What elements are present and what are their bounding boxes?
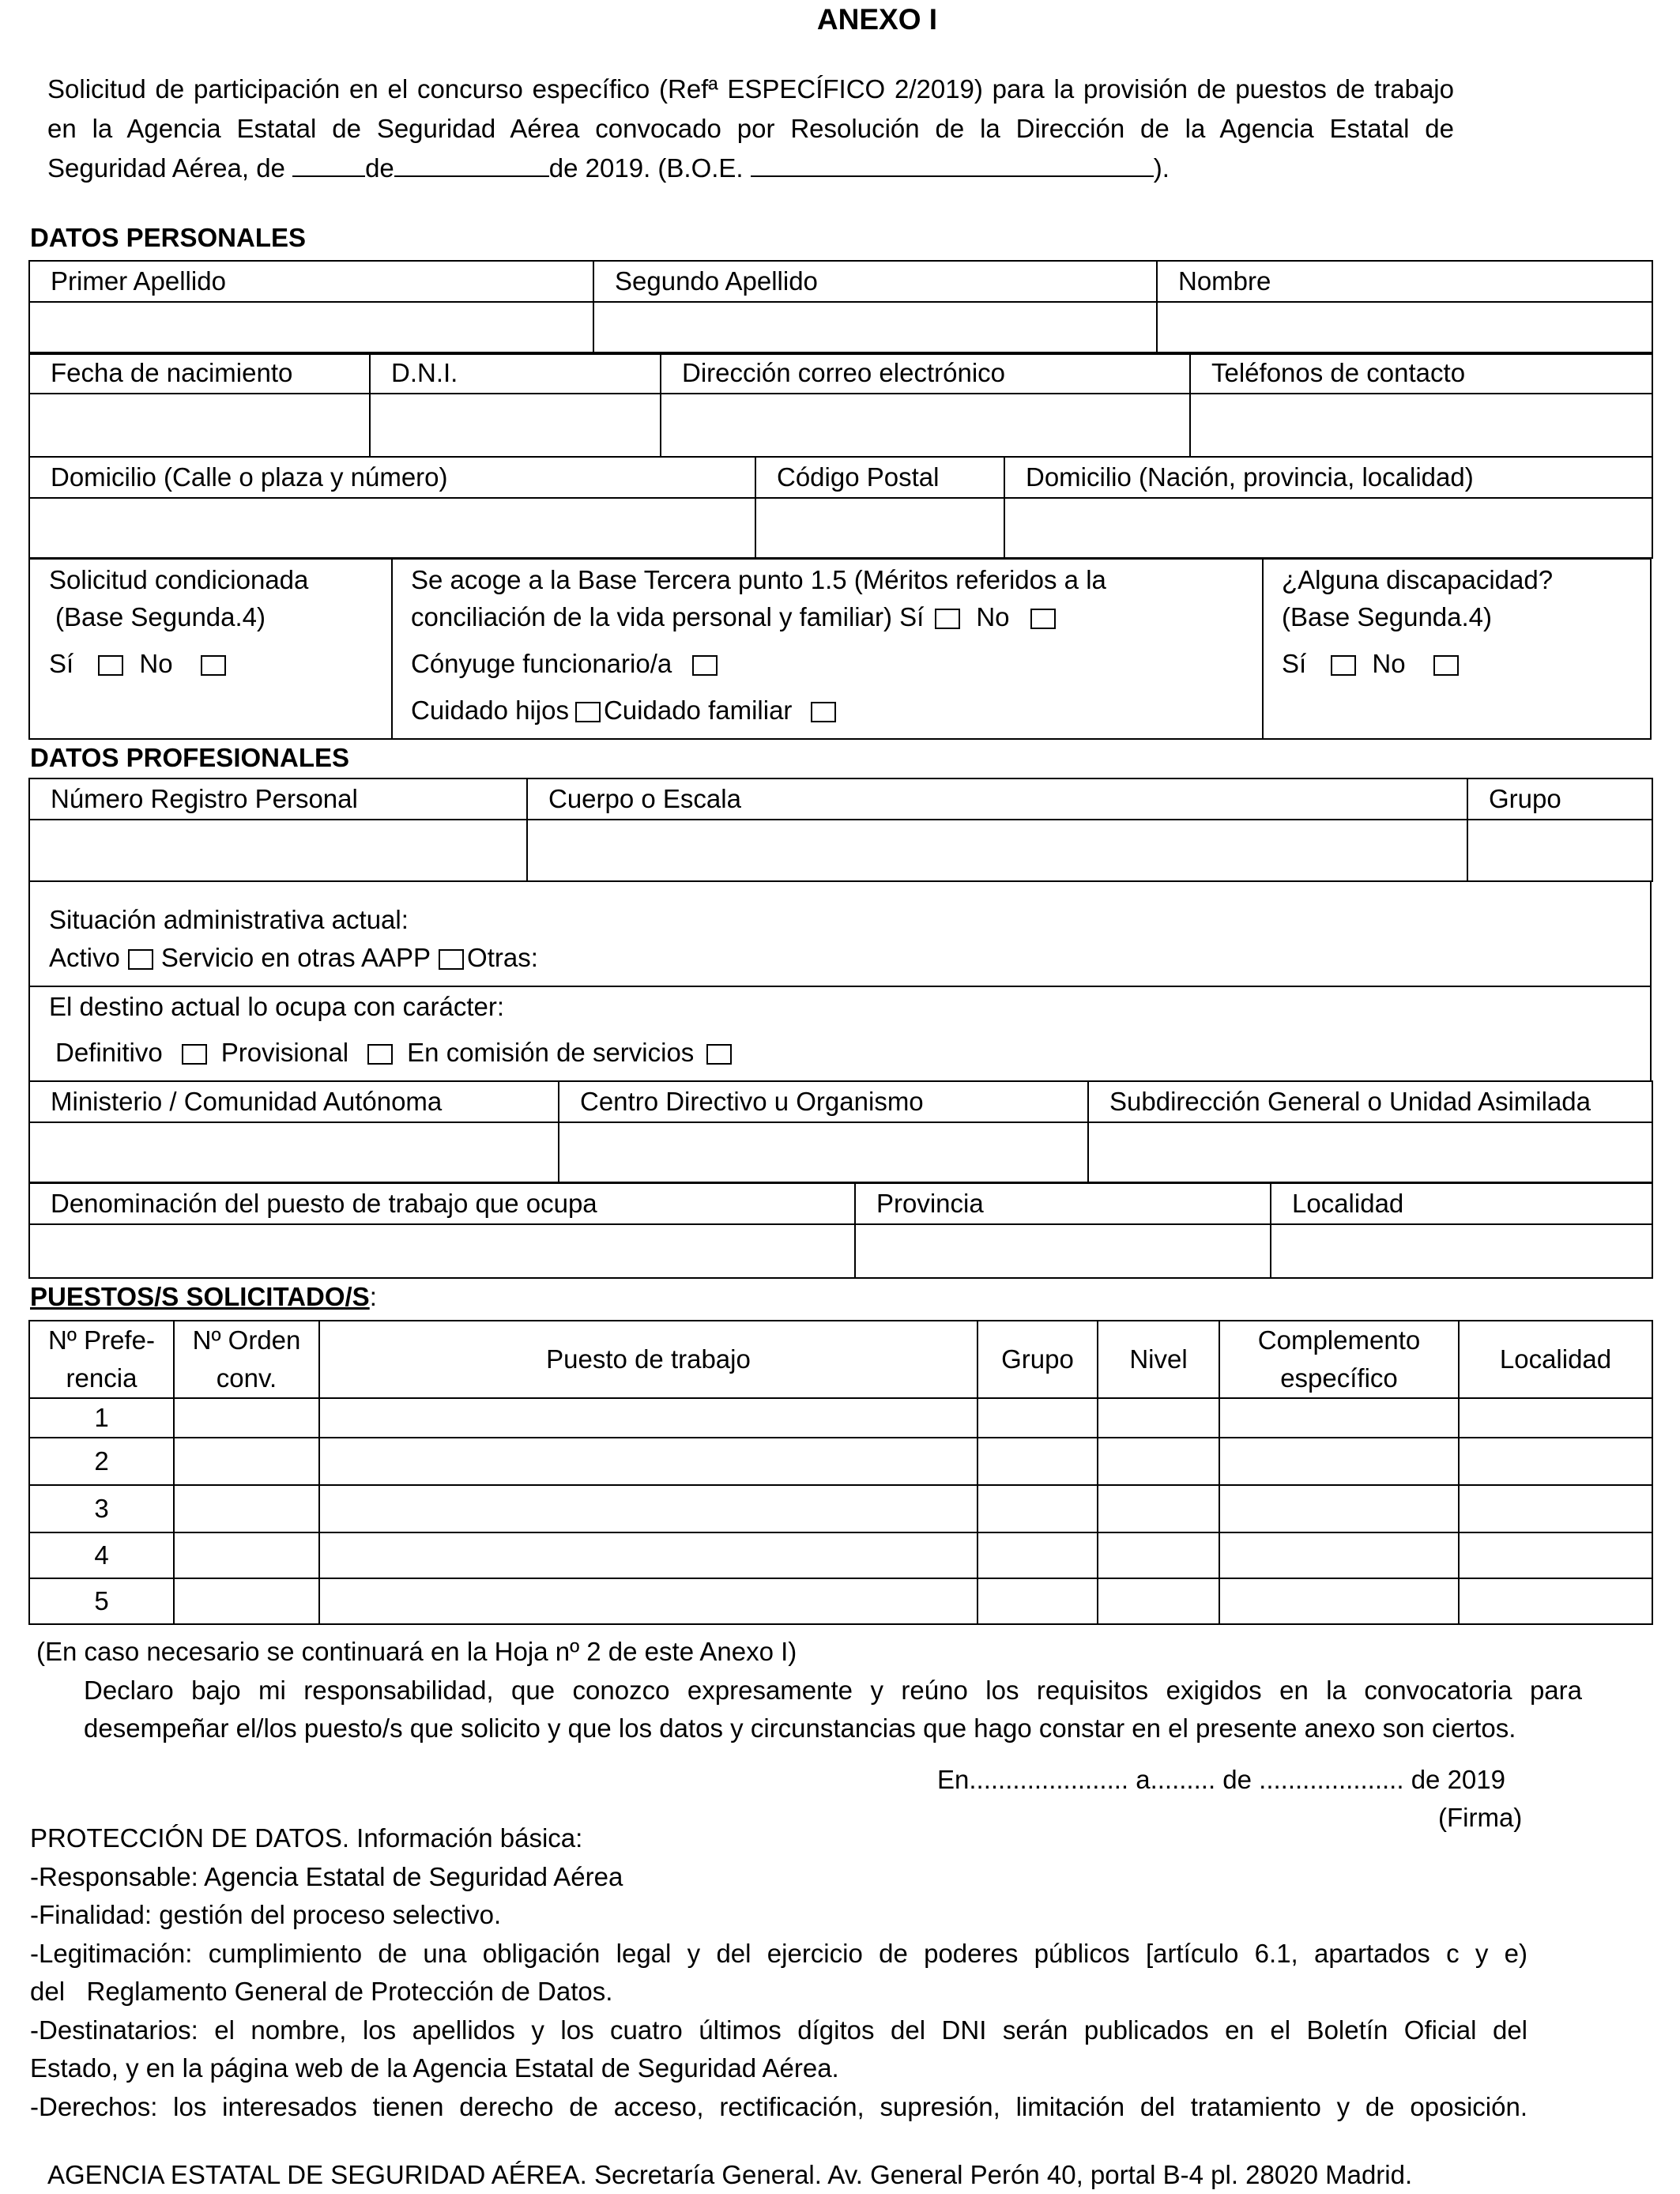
label-provisional: Provisional (220, 1038, 349, 1067)
label-base-segunda: (Base Segunda.4) (55, 602, 266, 631)
label-no: No (976, 602, 1010, 631)
input-email[interactable] (661, 394, 1190, 457)
checkbox-comision[interactable] (706, 1044, 732, 1065)
data-protection (30, 1819, 1527, 2126)
label-subdireccion: Subdirección General o Unidad Asimilada (1088, 1081, 1652, 1122)
cell-grupo[interactable] (977, 1398, 1098, 1438)
footer-address: AGENCIA ESTATAL DE SEGURIDAD AÉREA. Secretaría General. Av. General Perón 40, portal B-4 pl. 28020 Madrid. (47, 2160, 1413, 2189)
section-heading-personal: DATOS PERSONALES (30, 223, 306, 252)
cell-preferencia: 1 (29, 1398, 174, 1438)
cell-preferencia: 4 (29, 1532, 174, 1578)
divider (391, 558, 393, 740)
label-solicitud-condicionada: Solicitud condicionada (49, 565, 309, 594)
cell-localidad[interactable] (1459, 1578, 1652, 1624)
input-domicilio-calle[interactable] (29, 498, 755, 558)
cell-complemento[interactable] (1219, 1438, 1459, 1485)
cell-preferencia: 3 (29, 1485, 174, 1532)
checkbox-activo[interactable] (128, 949, 153, 970)
label-dni: D.N.I. (370, 352, 661, 394)
puestos-heading-colon: : (369, 1282, 377, 1311)
puestos-row (29, 1485, 1652, 1532)
cell-nivel[interactable] (1098, 1485, 1219, 1532)
signature-label: (Firma) (1438, 1803, 1523, 1832)
col-puesto: Puesto de trabajo (319, 1321, 977, 1398)
cell-grupo[interactable] (977, 1532, 1098, 1578)
declaration-line-1: Declaro bajo mi responsabilidad, que conozco expresamente y reúno los requisitos exigidos en la convocatoria para (84, 1676, 1582, 1705)
profesional-table-2 (28, 1080, 1653, 1183)
day-blank-field[interactable] (292, 152, 365, 177)
label-centro: Centro Directivo u Organismo (559, 1081, 1088, 1122)
label-telefonos: Teléfonos de contacto (1190, 352, 1652, 394)
intro-paragraph (47, 70, 1454, 188)
note-continuation: (En caso necesario se continuará en la Hoja nº 2 de este Anexo I) (36, 1637, 797, 1666)
label-si: Sí (899, 602, 925, 631)
cell-puesto[interactable] (319, 1438, 977, 1485)
destino-options (55, 1034, 738, 1072)
label-cuidado-familiar: Cuidado familiar (603, 696, 793, 725)
label-discapacidad: ¿Alguna discapacidad? (1282, 565, 1554, 594)
checkbox-servicio-otras[interactable] (439, 949, 464, 970)
month-blank-field[interactable] (394, 152, 549, 177)
label-conyuge: Cónyuge funcionario/a (411, 649, 672, 678)
col-comp-line2: específico (1280, 1363, 1398, 1393)
label-nrp: Número Registro Personal (29, 778, 527, 820)
intro-line-3c: de 2019. (B.O.E. (548, 153, 744, 183)
puestos-row (29, 1438, 1652, 1485)
input-ministerio[interactable] (29, 1122, 559, 1182)
col-comp-line1: Complemento (1257, 1325, 1421, 1355)
intro-line-3a: Seguridad Aérea, de (47, 153, 285, 183)
label-no: No (139, 649, 173, 678)
protection-responsable: -Responsable: Agencia Estatal de Seguridad Aérea (30, 1861, 623, 1891)
input-subdireccion[interactable] (1088, 1122, 1652, 1182)
personal-table-3 (28, 456, 1653, 559)
intro-line-3b: de (365, 153, 394, 183)
protection-finalidad: -Finalidad: gestión del proceso selectivo. (30, 1900, 502, 1929)
cell-nivel[interactable] (1098, 1578, 1219, 1624)
cell-complemento[interactable] (1219, 1532, 1459, 1578)
col-orden (174, 1321, 319, 1398)
input-fecha-nacimiento[interactable] (29, 394, 370, 457)
label-grupo: Grupo (1467, 778, 1652, 820)
col-localidad: Localidad (1459, 1321, 1652, 1398)
label-segundo-apellido: Segundo Apellido (593, 261, 1157, 302)
cell-nivel[interactable] (1098, 1532, 1219, 1578)
input-centro[interactable] (559, 1122, 1088, 1182)
cell-orden[interactable] (174, 1532, 319, 1578)
puestos-row (29, 1578, 1652, 1624)
input-segundo-apellido[interactable] (593, 302, 1157, 354)
input-denominacion[interactable] (29, 1224, 855, 1278)
profesional-table-3 (28, 1182, 1653, 1279)
col-pref-line1: Nº Prefe- (48, 1325, 155, 1355)
section-heading-profesional: DATOS PROFESIONALES (30, 743, 349, 772)
cell-nivel[interactable] (1098, 1438, 1219, 1485)
label-cuidado-hijos: Cuidado hijos (411, 696, 569, 725)
cuidado-options (411, 692, 842, 729)
label-destino: El destino actual lo ocupa con carácter: (49, 992, 505, 1021)
intro-line-3 (47, 149, 1454, 188)
personal-table-1 (28, 260, 1653, 355)
cell-localidad[interactable] (1459, 1532, 1652, 1578)
declaration-line-2: desempeñar el/los puesto/s que solicito y que los datos y circunstancias que hago constar en el presente anexo son ciertos. (84, 1713, 1516, 1743)
cell-localidad[interactable] (1459, 1438, 1652, 1485)
label-servicio-otras: Servicio en otras AAPP (160, 943, 431, 972)
cell-puesto[interactable] (319, 1578, 977, 1624)
checkbox-discapacidad-no[interactable] (1433, 655, 1459, 676)
label-nombre: Nombre (1157, 261, 1652, 302)
boe-blank-field[interactable] (751, 152, 1154, 177)
cell-orden[interactable] (174, 1438, 319, 1485)
profesional-table-1 (28, 778, 1653, 882)
checkbox-definitivo[interactable] (182, 1044, 207, 1065)
label-localidad: Localidad (1271, 1183, 1652, 1224)
signature-place-date: En...................... a......... de .................... de 2019 (937, 1765, 1505, 1794)
input-nombre[interactable] (1157, 302, 1652, 354)
protection-heading: PROTECCIÓN DE DATOS. Información básica: (30, 1823, 583, 1853)
cell-preferencia: 5 (29, 1578, 174, 1624)
cell-preferencia: 2 (29, 1438, 174, 1485)
intro-line-1: Solicitud de participación en el concurso específico (Refª ESPECÍFICO 2/2019) para la provisión de puestos de trabajo (47, 74, 1454, 104)
section-heading-puestos (30, 1282, 377, 1312)
input-codigo-postal[interactable] (755, 498, 1004, 558)
puestos-table (28, 1320, 1653, 1625)
input-grupo[interactable] (1467, 820, 1652, 881)
cell-orden[interactable] (174, 1398, 319, 1438)
input-provincia[interactable] (855, 1224, 1271, 1278)
discapacidad-options (1282, 645, 1465, 683)
label-email: Dirección correo electrónico (661, 352, 1190, 394)
conyuge-option (411, 645, 724, 683)
protection-derechos: -Derechos: los interesados tienen derecho de acceso, rectificación, supresión, limitación del tratamiento y de oposición. (30, 2091, 1527, 2121)
protection-legitimacion-cont: del Reglamento General de Protección de Datos. (30, 1977, 613, 2006)
situacion-options (49, 939, 538, 977)
label-situacion: Situación administrativa actual: (49, 905, 409, 934)
input-localidad[interactable] (1271, 1224, 1652, 1278)
col-preferencia (29, 1321, 174, 1398)
base-tercera-options (411, 598, 1062, 636)
input-nrp[interactable] (29, 820, 527, 881)
label-activo: Activo (49, 943, 120, 972)
intro-line-2: en la Agencia Estatal de Seguridad Aérea convocado por Resolución de la Dirección de la Agencia Estatal de (47, 114, 1454, 143)
label-fecha-nacimiento: Fecha de nacimiento (29, 352, 370, 394)
label-base-tercera: Se acoge a la Base Tercera punto 1.5 (Méritos referidos a la (411, 565, 1106, 594)
checkbox-conyuge[interactable] (692, 655, 718, 676)
input-cuerpo[interactable] (527, 820, 1467, 881)
col-pref-line2: rencia (66, 1363, 137, 1393)
cell-complemento[interactable] (1219, 1578, 1459, 1624)
cell-grupo[interactable] (977, 1485, 1098, 1532)
input-telefonos[interactable] (1190, 394, 1652, 457)
cell-puesto[interactable] (319, 1532, 977, 1578)
cell-orden[interactable] (174, 1485, 319, 1532)
checkbox-cuidado-familiar[interactable] (811, 702, 836, 722)
label-denominacion: Denominación del puesto de trabajo que ocupa (29, 1183, 855, 1224)
puestos-row (29, 1532, 1652, 1578)
checkbox-discapacidad-si[interactable] (1331, 655, 1356, 676)
protection-destinatarios-cont: Estado, y en la página web de la Agencia Estatal de Seguridad Aérea. (30, 2053, 839, 2083)
col-orden-line1: Nº Orden (192, 1325, 301, 1355)
cell-grupo[interactable] (977, 1438, 1098, 1485)
checkbox-condicionada-no[interactable] (201, 655, 226, 676)
cell-nivel[interactable] (1098, 1398, 1219, 1438)
label-si: Sí (1282, 649, 1307, 678)
document-title: ANEXO I (816, 3, 938, 36)
checkbox-provisional[interactable] (367, 1044, 393, 1065)
col-nivel: Nivel (1098, 1321, 1219, 1398)
checkbox-condicionada-si[interactable] (98, 655, 123, 676)
puestos-heading-text: PUESTOS/S SOLICITADO/S (30, 1282, 370, 1311)
checkbox-cuidado-hijos[interactable] (575, 702, 601, 722)
condicionada-options (49, 645, 232, 683)
protection-destinatarios: -Destinatarios: el nombre, los apellidos y los cuatro últimos dígitos del DNI serán publicados en el Boletín Oficial del (30, 2015, 1527, 2045)
label-comision: En comisión de servicios (407, 1038, 695, 1067)
input-primer-apellido[interactable] (29, 302, 593, 354)
divider (1262, 558, 1264, 740)
label-ministerio: Ministerio / Comunidad Autónoma (29, 1081, 559, 1122)
label-otras: Otras: (467, 943, 538, 972)
label-conciliacion: conciliación de la vida personal y familiar) (411, 602, 892, 631)
label-provincia: Provincia (855, 1183, 1271, 1224)
cell-complemento[interactable] (1219, 1485, 1459, 1532)
puestos-header-row (29, 1321, 1652, 1398)
cell-grupo[interactable] (977, 1578, 1098, 1624)
declaration (84, 1672, 1582, 1747)
label-domicilio-nacion: Domicilio (Nación, provincia, localidad) (1004, 457, 1652, 498)
protection-legitimacion: -Legitimación: cumplimiento de una obligación legal y del ejercicio de poderes públicos [artículo 6.1, apartados c y e) (30, 1938, 1527, 1968)
cell-complemento[interactable] (1219, 1398, 1459, 1438)
cell-puesto[interactable] (319, 1398, 977, 1438)
label-si: Sí (49, 649, 74, 678)
label-domicilio-calle: Domicilio (Calle o plaza y número) (29, 457, 755, 498)
cell-localidad[interactable] (1459, 1398, 1652, 1438)
label-cuerpo: Cuerpo o Escala (527, 778, 1467, 820)
col-orden-line2: conv. (216, 1363, 277, 1393)
intro-line-3d: ). (1153, 153, 1170, 183)
input-dni[interactable] (370, 394, 661, 457)
checkbox-base-no[interactable] (1030, 609, 1056, 629)
col-complemento (1219, 1321, 1459, 1398)
label-no: No (1372, 649, 1406, 678)
label-codigo-postal: Código Postal (755, 457, 1004, 498)
col-grupo: Grupo (977, 1321, 1098, 1398)
checkbox-base-si[interactable] (935, 609, 960, 629)
cell-orden[interactable] (174, 1578, 319, 1624)
cell-localidad[interactable] (1459, 1485, 1652, 1532)
personal-table-2 (28, 352, 1653, 458)
input-domicilio-nacion[interactable] (1004, 498, 1652, 558)
label-definitivo: Definitivo (55, 1038, 163, 1067)
label-primer-apellido: Primer Apellido (29, 261, 593, 302)
puestos-row (29, 1398, 1652, 1438)
cell-puesto[interactable] (319, 1485, 977, 1532)
label-disc-base: (Base Segunda.4) (1282, 602, 1493, 631)
